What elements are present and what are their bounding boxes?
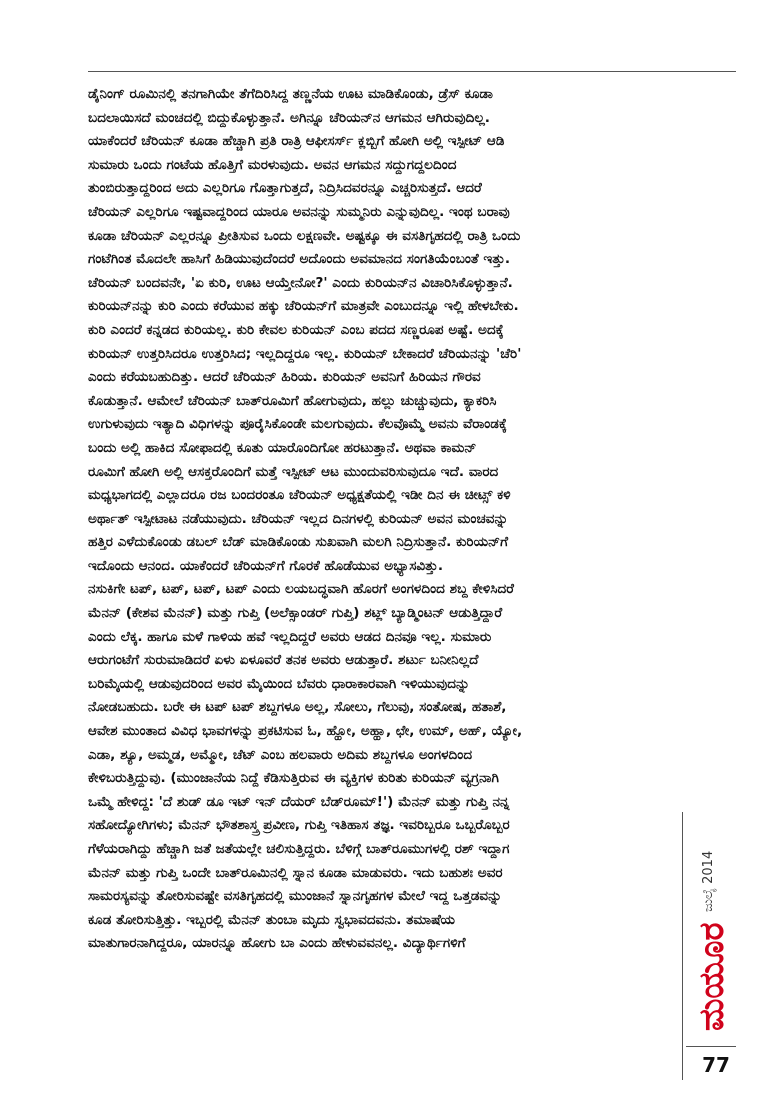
article-line: ಅರ್ಥಾತ್ ಇಸ್ಪೀಟಾಟ ನಡೆಯುವುದು. ಚೆರಿಯನ್ ಇಲ್ಲದ ದಿನಗಳಲ್ಲಿ ಕುರಿಯನ್ ಅವನ ಮಂಚವನ್ನು xyxy=(88,510,509,527)
article-line: ಸಾಮರಸ್ಯವನ್ನು ತೋರಿಸುವಷ್ಟೇ ವಸತಿಗೃಹದಲ್ಲಿ ಮುಂಜಾನೆ ಸ್ನಾನಗೃಹಗಳ ಮೇಲೆ ಇದ್ದ ಒತ್ತಡವನ್ನು xyxy=(88,888,502,905)
article-line: ರೂಮಿಗೆ ಹೋಗಿ ಅಲ್ಲಿ ಆಸಕ್ತರೊಂದಿಗೆ ಮತ್ತೆ ಇಸ್ಪೀಟ್ ಆಟ ಮುಂದುವರಿಸುವುದೂ ಇದೆ. ವಾರದ xyxy=(88,463,499,480)
article-line: ಯಾಕೆಂದರೆ ಚೆರಿಯನ್ ಕೂಡಾ ಹೆಚ್ಚಾಗಿ ಪ್ರತಿ ರಾತ್ರಿ ಆಫೀಸರ್ಸ್ ಕ್ಲಬ್ಬಿಗೆ ಹೋಗಿ ಅಲ್ಲಿ ಇಸ್ಪೀಟ್ ಆಡಿ xyxy=(88,133,505,150)
article-line: ಚೆರಿಯನ್ ಎಲ್ಲರಿಗೂ ಇಷ್ಟವಾದ್ದರಿಂದ ಯಾರೂ ಅವನನ್ನು ಸುಮ್ಮನಿರು ಎನ್ನುವುದಿಲ್ಲ. ಇಂಥ ಬರಾವು xyxy=(88,203,510,220)
article-line: ತುಂಬಿರುತ್ತಾದ್ದರಿಂದ ಅದು ಎಲ್ಲರಿಗೂ ಗೊತ್ತಾಗುತ್ತದೆ, ನಿದ್ರಿಸಿದವರನ್ನೂ ಎಚ್ಚರಿಸುತ್ತದೆ. ಆದರೆ xyxy=(88,180,482,197)
article-line: ಕೂಡ ತೋರಿಸುತ್ತಿತ್ತು. ಇಬ್ಬರಲ್ಲಿ ಮೆನನ್ ತುಂಬಾ ಮೃದು ಸ್ವಭಾವದವನು. ತಮಾಷೆಯ xyxy=(88,911,455,928)
article-line: ಕೊಡುತ್ತಾನೆ. ಆಮೇಲೆ ಚೆರಿಯನ್ ಬಾತ್‌ರೂಮಿಗೆ ಹೋಗುವುದು, ಹಲ್ಲು ಚುಚ್ಚುವುದು, ಕ್ಯಾಕರಿಸಿ xyxy=(88,392,497,409)
article-line: ಕುರಿಯನ್ ಉತ್ತರಿಸಿದರೂ ಉತ್ತರಿಸಿದ; ಇಲ್ಲದಿದ್ದರೂ ಇಲ್ಲ. ಕುರಿಯನ್ ಬೇಕಾದರೆ ಚೆರಿಯನನ್ನು 'ಚೆರಿ' xyxy=(88,345,522,362)
article-line: ಗಂಟೆಗಿಂತ ಮೊದಲೇ ಹಾಸಿಗೆ ಹಿಡಿಯುವುದೆಂದರೆ ಅದೊಂದು ಅವಮಾನದ ಸಂಗತಿಯೆಂಬಂತೆ ಇತ್ತು. xyxy=(88,251,511,268)
article-line: ಉಗುಳುವುದು ಇತ್ಯಾದಿ ವಿಧಿಗಳನ್ನು ಪೂರೈಸಿಕೊಂಡೇ ಮಲಗುವುದು. ಕೆಲವೊಮ್ಮೆ ಅವನು ವೆರಾಂಡಕ್ಕೆ xyxy=(88,416,507,433)
article-line: ಕುರಿಯನ್‌ನನ್ನು ಕುರಿ ಎಂದು ಕರೆಯುವ ಹಕ್ಕು ಚೆರಿಯನ್‌ಗೆ ಮಾತ್ರವೇ ಎಂಬುದನ್ನೂ ಇಲ್ಲಿ ಹೇಳಬೇಕು. xyxy=(88,298,519,315)
magazine-logo: ಮಯೂರ xyxy=(692,922,732,1032)
article-line: ಸುಮಾರು ಒಂದು ಗಂಟೆಯ ಹೊತ್ತಿಗೆ ಮರಳುವುದು. ಅವನ ಆಗಮನ ಸದ್ದುಗದ್ದಲದಿಂದ xyxy=(88,156,457,173)
article-line: ಕುರಿ ಎಂದರೆ ಕನ್ನಡದ ಕುರಿಯಲ್ಲ. ಕುರಿ ಕೇವಲ ಕುರಿಯನ್ ಎಂಬ ಪದದ ಸಣ್ಣರೂಪ ಅಷ್ಟೆ. ಅದಕ್ಕೆ xyxy=(88,321,504,338)
article-line: ಕೂಡಾ ಚೆರಿಯನ್ ಎಲ್ಲರನ್ನೂ ಪ್ರೀತಿಸುವ ಒಂದು ಲಕ್ಷಣವೇ. ಅಷ್ಟಕ್ಕೂ ಈ ವಸತಿಗೃಹದಲ್ಲಿ ರಾತ್ರಿ ಒಂದು xyxy=(88,227,521,244)
article-body xyxy=(88,83,668,956)
article-line: ಚೆರಿಯನ್ ಬಂದವನೇ, 'ಏ ಕುರಿ, ಊಟ ಆಯ್ತೇನೋ?' ಎಂದು ಕುರಿಯನ್‌ನ ವಿಚಾರಿಸಿಕೊಳ್ಳುತ್ತಾನೆ. xyxy=(88,274,513,291)
article-line: ಗೆಳೆಯರಾಗಿದ್ದು ಹೆಚ್ಚಾಗಿ ಜತೆ ಜತೆಯಲ್ಲೇ ಚಲಿಸುತ್ತಿದ್ದರು. ಬೆಳಿಗ್ಗೆ ಬಾತ್‌ರೂಮುಗಳಲ್ಲಿ ರಶ್ ಇದ್ದಾಗ xyxy=(88,841,510,857)
article-line: ಎಂದು ಕರೆಯಬಹುದಿತ್ತು. ಆದರೆ ಚೆರಿಯನ್ ಹಿರಿಯ. ಕುರಿಯನ್ ಅವನಿಗೆ ಹಿರಿಯನ ಗೌರವ xyxy=(88,369,481,386)
article-line: ನೋಡಬಹುದು. ಬರೇ ಈ ಟಪ್ ಟಪ್ ಶಬ್ದಗಳೂ ಅಲ್ಲ, ಸೋಲು, ಗೆಲುವು, ಸಂತೋಷ, ಹತಾಶೆ, xyxy=(88,699,507,716)
article-line: ಮೆನನ್ ಮತ್ತು ಗುಪ್ತಿ ಒಂದೇ ಬಾತ್‌ರೂಮಿನಲ್ಲಿ ಸ್ನಾನ ಕೂಡಾ ಮಾಡುವರು. ಇದು ಬಹುಶಃ ಅವರ xyxy=(88,864,503,881)
article-line: ಹತ್ತಿರ ಎಳೆದುಕೊಂಡು ಡಬಲ್ ಬೆಡ್ ಮಾಡಿಕೊಂಡು ಸುಖವಾಗಿ ಮಲಗಿ ನಿದ್ರಿಸುತ್ತಾನೆ. ಕುರಿಯನ್‌ಗೆ xyxy=(88,534,509,551)
article-line: ಆರುಗಂಟೆಗೆ ಸುರುಮಾಡಿದರೆ ಏಳು ಏಳೂವರೆ ತನಕ ಅವರು ಆಡುತ್ತಾರೆ. ಶರ್ಟು ಬನೀನಿಲ್ಲದೆ xyxy=(88,652,479,669)
article-line: ಇದೊಂದು ಆನಂದ. ಯಾಕೆಂದರೆ ಚೆರಿಯನ್‌ಗೆ ಗೊರಕೆ ಹೊಡೆಯುವ ಅಭ್ಯಾಸವಿತ್ತು. xyxy=(88,557,444,574)
article-line: ಕೇಳಿಬರುತ್ತಿದ್ದುವು. (ಮುಂಜಾನೆಯ ನಿದ್ದೆ ಕೆಡಿಸುತ್ತಿರುವ ಈ ವ್ಯಕ್ತಿಗಳ ಕುರಿತು ಕುರಿಯನ್ ವ್ಯಗ್ರನಾಗಿ xyxy=(88,770,499,787)
issue-date: ಜುಲೈ 2014 xyxy=(701,850,716,912)
sidebar-rule xyxy=(682,812,683,1080)
article-line: ಒಮ್ಮೆ ಹೇಳಿದ್ದ: 'ದೆ ಶುಡ್ ಡೂ ಇಟ್ ಇನ್ ದೆಯರ್ ಬೆಡ್‌ರೂಮ್!') ಮೆನನ್ ಮತ್ತು ಗುಪ್ತಿ ನನ್ನ xyxy=(88,793,510,810)
article-line: ಎಂದು ಲೆಕ್ಕ. ಹಾಗೂ ಮಳೆ ಗಾಳಿಯ ಹವೆ ಇಲ್ಲದಿದ್ದರೆ ಅವರು ಆಡದ ದಿನವೂ ಇಲ್ಲ. ಸುಮಾರು xyxy=(88,628,492,645)
article-line: ಮೆನನ್ (ಕೇಶವ ಮೆನನ್) ಮತ್ತು ಗುಪ್ತಿ (ಅಲೆಕ್ಸಾಂಡರ್ ಗುಪ್ತಿ) ಶಟ್ಲ್ ಬ್ಯಾಡ್ಮಿಂಟನ್ ಆಡುತ್ತಿದ್ದಾರೆ xyxy=(88,605,503,622)
article-line: ಎಡಾ, ಶ್ಯೂ, ಅಮ್ಮಡ, ಅಮ್ಮೋ, ಚೆಟ್ ಎಂಬ ಹಲವಾರು ಅದಿಮ ಶಬ್ದಗಳೂ ಅಂಗಳದಿಂದ xyxy=(88,746,473,763)
page-number: 77 xyxy=(702,1053,730,1077)
footer-rule xyxy=(686,1046,736,1047)
article-line: ಡೈನಿಂಗ್ ರೂಮಿನಲ್ಲಿ ತನಗಾಗಿಯೇ ತೆಗೆದಿರಿಸಿದ್ದ ತಣ್ಣನೆಯ ಊಟ ಮಾಡಿಕೊಂಡು, ಡ್ರೆಸ್ ಕೂಡಾ xyxy=(88,86,493,102)
article-line: ಬದಲಾಯಿಸದೆ ಮಂಚದಲ್ಲಿ ಬಿದ್ದುಕೊಳ್ಳುತ್ತಾನೆ. ಅಗಿನ್ನೂ ಚೆರಿಯನ್‌ನ ಆಗಮನ ಆಗಿರುವುದಿಲ್ಲ. xyxy=(88,109,490,126)
article-line: ಮಾತುಗಾರನಾಗಿದ್ದರೂ, ಯಾರನ್ನೂ ಹೋಗು ಬಾ ಎಂದು ಹೇಳುವವನಲ್ಲ. ವಿದ್ಯಾರ್ಥಿಗಳಿಗೆ xyxy=(88,935,466,952)
article-line: ಆವೇಶ ಮುಂತಾದ ವಿವಿಧ ಭಾವಗಳನ್ನು ಪ್ರಕಟಿಸುವ ಓ, ಹ್ಹೋ, ಅಹ್ಹಾ, ಛೇ, ಉಮ್, ಅಹ್, ಯ್ಯೋ, xyxy=(88,723,523,740)
header-rule xyxy=(88,71,736,72)
article-line: ಸಹೋದ್ಯೋಗಿಗಳು; ಮೆನನ್ ಭೌತಶಾಸ್ತ್ರ ಪ್ರವೀಣ, ಗುಪ್ತಿ ಇತಿಹಾಸ ತಜ್ಞ. ಇವರಿಬ್ಬರೂ ಒಬ್ಬರೊಬ್ಬರ xyxy=(88,817,510,834)
article-line: ನಸುಕಿಗೇ ಟಪ್, ಟಪ್, ಟಪ್, ಟಪ್ ಎಂದು ಲಯಬದ್ಧವಾಗಿ ಹೊರಗೆ ಅಂಗಳದಿಂದ ಶಬ್ದ ಕೇಳಿಸಿದರೆ xyxy=(88,581,514,598)
article-line: ಬರಿಮೈಯಲ್ಲಿ ಆಡುವುದರಿಂದ ಅವರ ಮೈಯಿಂದ ಬೆವರು ಧಾರಾಕಾರವಾಗಿ ಇಳಿಯುವುದನ್ನು xyxy=(88,675,470,692)
article-line: ಮಧ್ಯಭಾಗದಲ್ಲಿ ಎಲ್ಲಾದರೂ ರಜ ಬಂದರಂತೂ ಚೆರಿಯನ್ ಅಧ್ಯಕ್ಷತೆಯಲ್ಲಿ ಇಡೀ ದಿನ ಈ ಚೀಟ್ಸ್ ಕಳಿ xyxy=(88,487,511,504)
article-line: ಬಂದು ಅಲ್ಲಿ ಹಾಕಿದ ಸೋಫಾದಲ್ಲಿ ಕೂತು ಯಾರೊಂದಿಗೋ ಹರಟುತ್ತಾನೆ. ಅಥವಾ ಕಾಮನ್ xyxy=(88,439,477,456)
